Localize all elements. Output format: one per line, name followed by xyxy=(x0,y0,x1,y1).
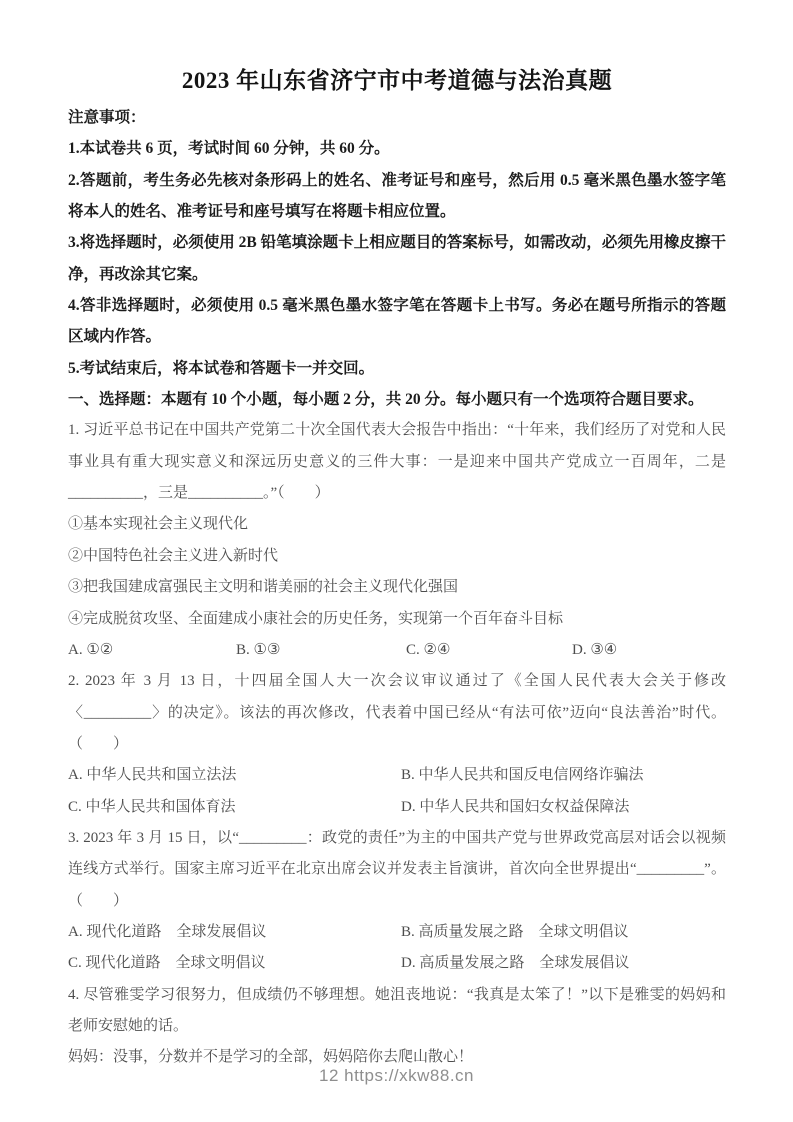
notice-item-5: 5.考试结束后，将本试卷和答题卡一并交回。 xyxy=(68,359,375,377)
notice-item-3: 3.将选择题时，必须使用 2B 铅笔填涂题卡上相应题目的答案标号，如需改动，必须先用橡皮擦干净，再改涂其它案。 xyxy=(68,234,726,283)
question-3-option-b: B. 高质量发展之路 全球文明倡议 xyxy=(401,923,629,940)
exam-content xyxy=(68,60,726,1074)
question-1-option-b: B. ①③ xyxy=(236,641,281,658)
question-3-options xyxy=(68,917,726,980)
question-1-list-item-4: ④完成脱贫攻坚、全面建成小康社会的历史任务，实现第一个百年奋斗目标 xyxy=(68,610,564,627)
question-1-list-item-2: ②中国特色社会主义进入新时代 xyxy=(68,547,279,564)
notice-item-2: 2.答题前，考生务必先核对条形码上的姓名、准考证号和座号，然后用 0.5 毫米黑色墨水签字笔将本人的姓名、准考证号和座号填写在将题卡相应位置。 xyxy=(68,171,726,221)
question-1-option-c: C. ②④ xyxy=(406,641,451,658)
notice-heading: 注意事项： xyxy=(68,109,146,126)
notice-item-1: 1.本试卷共 6 页，考试时间 60 分钟，共 60 分。 xyxy=(68,140,390,158)
question-1-list-item-3: ③把我国建成富强民主文明和谐美丽的社会主义现代化强国 xyxy=(68,579,459,596)
question-4-dialogue-mother: 妈妈：没事，分数并不是学习的全部，妈妈陪你去爬山散心！ xyxy=(68,1049,474,1066)
watermark-link: 12 https://xkw88.cn xyxy=(318,1066,475,1085)
question-2-stem: 2. 2023 年 3 月 13 日，十四届全国人大一次会议审议通过了《全国人民代表大会关于修改〈_________〉的决定》。该法的再次修改，代表着中国已经从“有法可依”迈向“良法善治”时代。（ ） xyxy=(68,673,726,752)
question-2-option-d: D. 中华人民共和国妇女权益保障法 xyxy=(401,798,630,815)
section-heading: 一、选择题：本题有 10 个小题，每小题 2 分，共 20 分。每小题只有一个选项符合题目要求。 xyxy=(68,391,704,409)
notice-item-4: 4.答非选择题时，必须使用 0.5 毫米黑色墨水签字笔在答题卡上书写。务必在题号所指示的答题区域内作答。 xyxy=(68,297,726,346)
question-2-option-c: C. 中华人民共和国体育法 xyxy=(68,798,236,815)
question-3-option-d: D. 高质量发展之路 全球发展倡议 xyxy=(401,955,630,972)
question-3-option-c: C. 现代化道路 全球文明倡议 xyxy=(68,955,266,972)
question-1-options xyxy=(68,635,726,666)
question-1-option-a: A. ①② xyxy=(68,641,114,658)
question-2-options xyxy=(68,760,726,823)
page-title: 2023 年山东省济宁市中考道德与法治真题 xyxy=(181,68,613,93)
question-4-stem: 4. 尽管雅雯学习很努力，但成绩仍不够理想。她沮丧地说：“我真是太笨了！”以下是雅雯的妈妈和老师安慰她的话。 xyxy=(68,986,726,1034)
question-3-option-a: A. 现代化道路 全球发展倡议 xyxy=(68,923,267,940)
page-footer xyxy=(0,1066,793,1086)
question-1-option-d: D. ③④ xyxy=(572,641,618,658)
question-2-option-a: A. 中华人民共和国立法法 xyxy=(68,767,237,784)
question-1-list-item-1: ①基本实现社会主义现代化 xyxy=(68,516,249,533)
question-1-stem: 1. 习近平总书记在中国共产党第二十次全国代表大会报告中指出：“十年来，我们经历了对党和人民事业具有重大现实意义和深远历史意义的三件大事：一是迎来中国共产党成立一百周年，二是__________，三是__________。”（ ） xyxy=(68,422,726,502)
question-2-option-b: B. 中华人民共和国反电信网络诈骗法 xyxy=(401,767,644,784)
question-3-stem: 3. 2023 年 3 月 15 日，以“_________：政党的责任”为主的中国共产党与世界政党高层对话会以视频连线方式举行。国家主席习近平在北京出席会议并发表主旨演讲，首次向全世界提出“_________”。（ ） xyxy=(68,829,726,909)
